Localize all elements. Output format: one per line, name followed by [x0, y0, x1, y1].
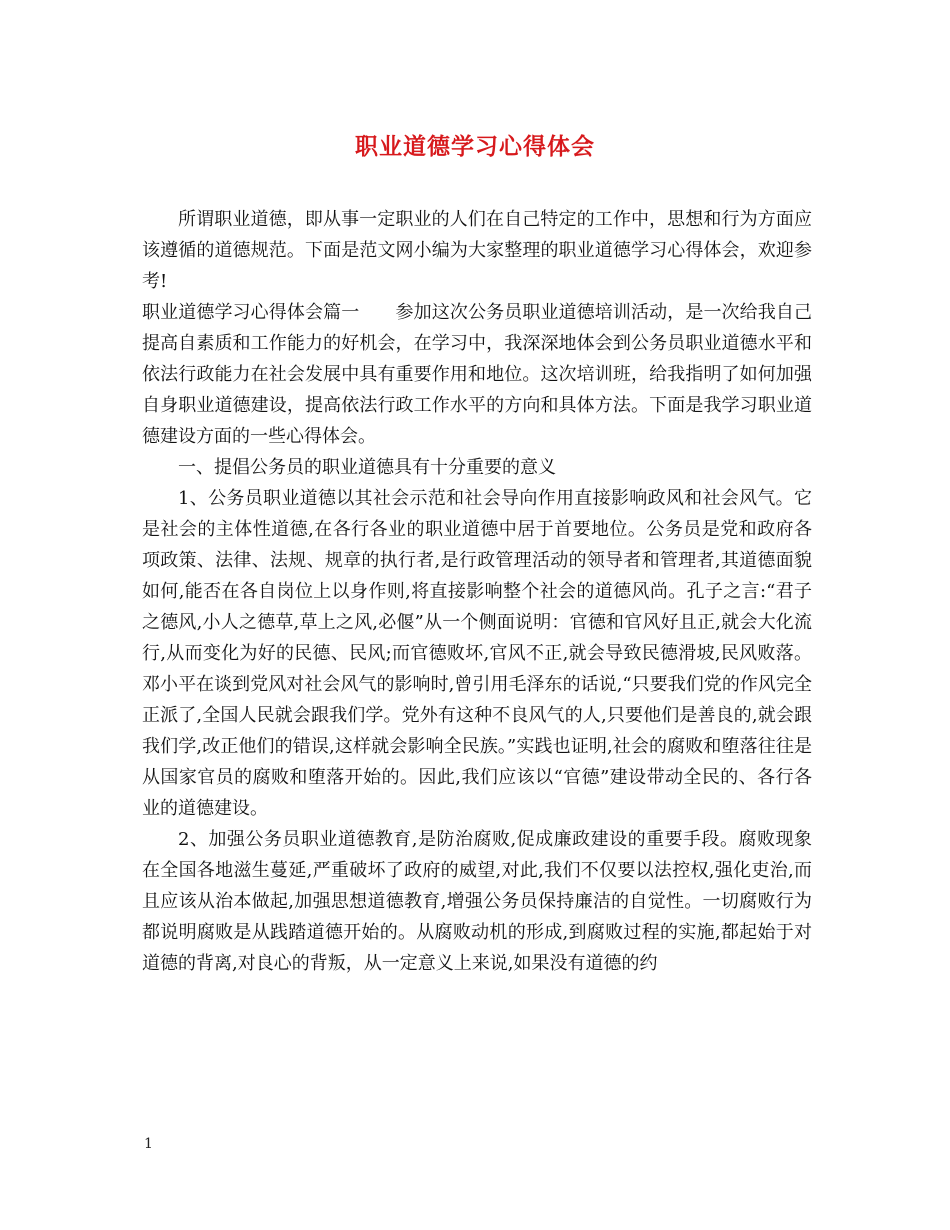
document-title: 职业道德学习心得体会: [355, 133, 595, 160]
paragraph-section-one: 职业道德学习心得体会篇一 参加这次公务员职业道德培训活动，是一次给我自己提高自素质和工作能力的好机会，在学习中，我深深地体会到公务员职业道德水平和依法行政能力在社会发展中具有重要作用和地位。这次培训班，给我指明了如何加强自身职业道德建设，提高依法行政工作水平的方向和具体方法。下面是我学习职业道德建设方面的一些心得体会。: [142, 302, 812, 447]
document-body: [142, 204, 812, 979]
paragraph-point-one: 1、公务员职业道德以其社会示范和社会导向作用直接影响政风和社会风气。它是社会的主体性道德,在各行各业的职业道德中居于首要地位。公务员是党和政府各项政策、法律、法规、规章的执行者,是行政管理活动的领导者和管理者,其道德面貌如何,能否在各自岗位上以身作则,将直接影响整个社会的道德风尚。孔子之言:“君子之德风,小人之德草,草上之风,必偃”从一个侧面说明：官德和官风好且正,就会大化流行,从而变化为好的民德、民风;而官德败坏,官风不正,就会导致民德滑坡,民风败落。邓小平在谈到党风对社会风气的影响时,曾引用毛泽东的话说,“只要我们党的作风完全正派了,全国人民就会跟我们学。党外有这种不良风气的人,只要他们是善良的,就会跟我们学,改正他们的错误,这样就会影响全民族。”实践也证明,社会的腐败和堕落往往是从国家官员的腐败和堕落开始的。因此,我们应该以“官德”建设带动全民的、各行各业的道德建设。: [142, 488, 812, 819]
paragraph-heading-one: 一、提倡公务员的职业道德具有十分重要的意义: [178, 457, 556, 478]
page-number: 1: [144, 1136, 153, 1152]
paragraph-point-two: 2、加强公务员职业道德教育,是防治腐败,促成廉政建设的重要手段。腐败现象在全国各地滋生蔓延,严重破坏了政府的威望,对此,我们不仅要以法控权,强化吏治,而且应该从治本做起,加强思想道德教育,增强公务员保持廉洁的自觉性。一切腐败行为都说明腐败是从践踏道德开始的。从腐败动机的形成,到腐败过程的实施,都起始于对道德的背离,对良心的背叛，从一定意义上来说,如果没有道德的约: [142, 829, 812, 974]
paragraph-intro: 所谓职业道德，即从事一定职业的人们在自己特定的工作中，思想和行为方面应该遵循的道德规范。下面是范文网小编为大家整理的职业道德学习心得体会，欢迎参考!: [142, 209, 812, 292]
